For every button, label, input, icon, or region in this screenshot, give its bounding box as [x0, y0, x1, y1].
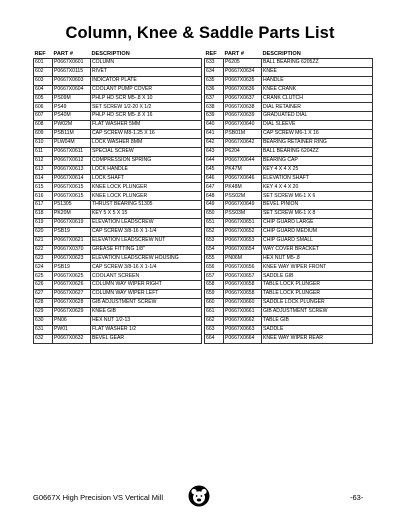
description-cell: COLUMN: [91, 59, 202, 68]
description-cell: ELEVATION LEADSCREW NUT: [91, 236, 202, 245]
description-cell: SADDLE: [262, 325, 373, 334]
ref-cell: 601: [34, 59, 53, 68]
ref-cell: 658: [205, 281, 224, 290]
description-cell: BALL BEARING 6205ZZ: [262, 59, 373, 68]
table-row: [205, 59, 373, 68]
ref-cell: 652: [205, 227, 224, 236]
description-cell: TABLE LOCK PLUNGER: [262, 281, 373, 290]
ref-cell: 635: [205, 76, 224, 85]
part-number-cell: PLW04M: [53, 139, 91, 148]
part-number-cell: P0667X0649: [224, 201, 262, 210]
table-row: [34, 139, 202, 148]
ref-cell: 644: [205, 156, 224, 165]
part-number-cell: P0667X0660: [224, 299, 262, 308]
part-number-cell: P0667X0663: [224, 325, 262, 334]
part-number-cell: P0667X0625: [53, 272, 91, 281]
table-row: [34, 112, 202, 121]
description-cell: BEARING RETAINER RING: [262, 139, 373, 148]
table-row: [34, 201, 202, 210]
description-cell: COOLANT SCREEN: [91, 272, 202, 281]
table-header-row: [205, 50, 373, 59]
part-number-cell: P0667X0661: [224, 307, 262, 316]
table-row: [205, 254, 373, 263]
table-row: [34, 334, 202, 343]
part-number-cell: PSS02M: [224, 192, 262, 201]
part-number-cell: P0667X0604: [53, 85, 91, 94]
ref-cell: 654: [205, 245, 224, 254]
table-row: [205, 227, 373, 236]
part-number-cell: PS49: [53, 103, 91, 112]
part-number-cell: P0667X0626: [53, 281, 91, 290]
part-number-cell: PK47M: [224, 165, 262, 174]
description-cell: COLUMN WAY WIPER LEFT: [91, 290, 202, 299]
description-cell: CHIP GUARD MEDIUM: [262, 227, 373, 236]
description-cell: KNEE CRANK: [262, 85, 373, 94]
ref-cell: 615: [34, 183, 53, 192]
table-row: [34, 281, 202, 290]
part-number-cell: P0667X0629: [53, 307, 91, 316]
ref-cell: 612: [34, 156, 53, 165]
table-row: [205, 67, 373, 76]
description-cell: KNEE LOCK PLUNGER: [91, 192, 202, 201]
ref-cell: 648: [205, 192, 224, 201]
description-cell: HEX NUT M5-.8: [262, 254, 373, 263]
table-row: [205, 147, 373, 156]
table-row: [205, 165, 373, 174]
table-row: [205, 263, 373, 272]
description-cell: COLUMN WAY WIPER RIGHT: [91, 281, 202, 290]
ref-cell: 618: [34, 210, 53, 219]
description-cell: CRANK CLUTCH: [262, 94, 373, 103]
part-number-cell: P0667X0615: [53, 192, 91, 201]
table-row: [34, 254, 202, 263]
description-cell: KNEE WAY WIPER REAR: [262, 334, 373, 343]
table-row: [205, 325, 373, 334]
ref-cell: 606: [34, 103, 53, 112]
description-cell: ELEVATION SHAFT: [262, 174, 373, 183]
part-number-cell: P0667X0662: [224, 316, 262, 325]
part-number-cell: P0667X0651: [224, 219, 262, 228]
description-cell: HANDLE: [262, 76, 373, 85]
description-cell: PHLP HD SCR M5-.8 X 16: [91, 112, 202, 121]
part-number-cell: PSS03M: [224, 210, 262, 219]
ref-cell: 614: [34, 174, 53, 183]
description-cell: KNEE LOCK PLUNGER: [91, 183, 202, 192]
part-number-cell: P0667X0652: [224, 227, 262, 236]
description-cell: GRADUATED DIAL: [262, 112, 373, 121]
ref-cell: 653: [205, 236, 224, 245]
description-cell: KNEE WAY WIPER FRONT: [262, 263, 373, 272]
ref-header: REF: [205, 51, 217, 57]
table-row: [34, 290, 202, 299]
description-cell: CAP SCREW 3/8-16 X 1-1/4: [91, 263, 202, 272]
description-cell: COMPRESSION SPRING: [91, 156, 202, 165]
part-number-cell: P0667X0632: [53, 334, 91, 343]
part-header: PART #: [224, 51, 244, 57]
part-number-cell: P0667X0638: [224, 103, 262, 112]
ref-cell: 645: [205, 165, 224, 174]
part-number-cell: P0667X0639: [224, 112, 262, 121]
part-number-cell: PW02M: [53, 121, 91, 130]
ref-cell: 656: [205, 263, 224, 272]
ref-cell: 636: [205, 85, 224, 94]
description-cell: SPECIAL SCREW: [91, 147, 202, 156]
ref-cell: 631: [34, 325, 53, 334]
description-cell: CAP SCREW 3/8-16 X 1-1/4: [91, 227, 202, 236]
description-cell: TABLE LOCK PLUNGER: [262, 290, 373, 299]
part-number-cell: P0667X0640: [224, 121, 262, 130]
ref-cell: 610: [34, 139, 53, 148]
table-row: [34, 192, 202, 201]
part-number-cell: P0667X0115: [53, 67, 91, 76]
ref-cell: 655: [205, 254, 224, 263]
table-row: [34, 227, 202, 236]
parts-table-left: [33, 50, 202, 344]
description-cell: CHIP GUARD SMALL: [262, 236, 373, 245]
table-header-row: [34, 50, 202, 59]
ref-cell: 630: [34, 316, 53, 325]
table-row: [205, 121, 373, 130]
description-cell: BEVEL GEAR: [91, 334, 202, 343]
ref-cell: 607: [34, 112, 53, 121]
ref-header: REF: [34, 51, 46, 57]
description-cell: GREASE FITTING 1/8": [91, 245, 202, 254]
part-number-cell: P0667X0603: [53, 76, 91, 85]
table-row: [34, 156, 202, 165]
table-row: [34, 245, 202, 254]
table-row: [34, 130, 202, 139]
description-cell: KEY 4 X 4 X 25: [262, 165, 373, 174]
part-number-cell: PSB19: [53, 263, 91, 272]
table-row: [205, 112, 373, 121]
part-number-cell: P0667X0636: [224, 85, 262, 94]
table-row: [205, 183, 373, 192]
ref-cell: 628: [34, 299, 53, 308]
part-number-cell: PW01: [53, 325, 91, 334]
ref-cell: 642: [205, 139, 224, 148]
ref-cell: 629: [34, 307, 53, 316]
table-row: [34, 316, 202, 325]
table-row: [34, 174, 202, 183]
ref-cell: 640: [205, 121, 224, 130]
description-cell: TABLE GIB: [262, 316, 373, 325]
part-number-cell: P0667X0612: [53, 156, 91, 165]
ref-cell: 647: [205, 183, 224, 192]
description-cell: DIAL SLEEVE: [262, 121, 373, 130]
table-row: [34, 299, 202, 308]
table-row: [205, 272, 373, 281]
table-row: [34, 263, 202, 272]
ref-cell: 646: [205, 174, 224, 183]
table-row: [205, 299, 373, 308]
description-cell: LOCK HANDLE: [91, 165, 202, 174]
part-number-cell: PSB11M: [53, 130, 91, 139]
description-cell: CAP SCREW M6-1 X 16: [262, 130, 373, 139]
part-number-cell: P0667X0658: [224, 281, 262, 290]
table-row: [34, 121, 202, 130]
description-cell: LOCK SHAFT: [91, 174, 202, 183]
bear-logo-icon: [188, 485, 210, 507]
table-row: [34, 325, 202, 334]
description-cell: INDICATOR PLATE: [91, 76, 202, 85]
page-title: Column, Knee & Saddle Parts List: [65, 24, 335, 42]
description-cell: ELEVATION LEADSCREW HOUSING: [91, 254, 202, 263]
ref-cell: 620: [34, 227, 53, 236]
ref-cell: 617: [34, 201, 53, 210]
part-number-cell: P0667X0635: [224, 76, 262, 85]
table-row: [34, 210, 202, 219]
parts-table-left-body: [34, 59, 202, 344]
part-number-cell: P0667X0601: [53, 59, 91, 68]
part-number-cell: P0667X0642: [224, 139, 262, 148]
ref-cell: 659: [205, 290, 224, 299]
part-number-cell: P0667X0653: [224, 236, 262, 245]
part-number-cell: P0667X0627: [53, 290, 91, 299]
description-cell: PHLP HD SCR M5-.8 X 10: [91, 94, 202, 103]
table-row: [34, 67, 202, 76]
part-number-cell: P0667X0623: [53, 254, 91, 263]
description-cell: SADDLE GIB: [262, 272, 373, 281]
ref-cell: 619: [34, 219, 53, 228]
ref-cell: 613: [34, 165, 53, 174]
part-number-cell: PS09M: [53, 94, 91, 103]
table-row: [205, 210, 373, 219]
part-number-cell: P0667X0657: [224, 272, 262, 281]
ref-cell: 634: [205, 67, 224, 76]
description-cell: ELEVATION LEADSCREW: [91, 219, 202, 228]
table-row: [34, 94, 202, 103]
description-cell: GIB ADJUSTMENT SCREW: [262, 307, 373, 316]
description-cell: DIAL RETAINER: [262, 103, 373, 112]
table-row: [205, 192, 373, 201]
ref-cell: 605: [34, 94, 53, 103]
part-number-cell: PK48M: [224, 183, 262, 192]
parts-table-right-body: [205, 59, 373, 344]
part-number-cell: P51305: [53, 201, 91, 210]
part-number-cell: PSB19: [53, 227, 91, 236]
ref-cell: 632: [34, 334, 53, 343]
part-number-cell: P0667X0628: [53, 299, 91, 308]
description-cell: SET SCREW 1/2-20 X 1/2: [91, 103, 202, 112]
part-number-cell: PSB01M: [224, 130, 262, 139]
ref-cell: 638: [205, 103, 224, 112]
ref-cell: 637: [205, 94, 224, 103]
ref-cell: 603: [34, 76, 53, 85]
table-row: [34, 103, 202, 112]
ref-cell: 608: [34, 121, 53, 130]
part-number-cell: PN06M: [224, 254, 262, 263]
ref-cell: 624: [34, 263, 53, 272]
description-cell: THRUST BEARING 51305: [91, 201, 202, 210]
part-header: PART #: [53, 51, 73, 57]
part-number-cell: P0667X0654: [224, 245, 262, 254]
table-row: [34, 85, 202, 94]
ref-cell: 650: [205, 210, 224, 219]
description-cell: COOLANT PUMP COVER: [91, 85, 202, 94]
part-number-cell: P0667X0613: [53, 165, 91, 174]
table-row: [205, 307, 373, 316]
part-number-cell: P0667X0621: [53, 236, 91, 245]
table-row: [205, 103, 373, 112]
table-row: [205, 174, 373, 183]
table-row: [205, 201, 373, 210]
description-cell: KNEE GIB: [91, 307, 202, 316]
part-number-cell: P0667X0619: [53, 219, 91, 228]
part-number-cell: P0667X0611: [53, 147, 91, 156]
description-cell: BALL BEARING 6204ZZ: [262, 147, 373, 156]
description-header: DESCRIPTION: [262, 51, 301, 57]
parts-table-right: [204, 50, 373, 344]
table-row: [205, 219, 373, 228]
part-number-cell: P0667X0644: [224, 156, 262, 165]
table-row: [34, 147, 202, 156]
description-cell: SET SCREW M6-1 X 6: [262, 192, 373, 201]
ref-cell: 651: [205, 219, 224, 228]
table-row: [34, 165, 202, 174]
table-row: [205, 281, 373, 290]
part-number-cell: P6205: [224, 59, 262, 68]
ref-cell: 621: [34, 236, 53, 245]
part-number-cell: P0667X0637: [224, 94, 262, 103]
table-row: [205, 130, 373, 139]
description-cell: GIB ADJUSTMENT SCREW: [91, 299, 202, 308]
part-number-cell: P0667X0646: [224, 174, 262, 183]
ref-cell: 627: [34, 290, 53, 299]
table-row: [34, 219, 202, 228]
description-cell: FLAT WASHER 5MM: [91, 121, 202, 130]
description-cell: BEVEL PINION: [262, 201, 373, 210]
part-number-cell: P6204: [224, 147, 262, 156]
description-cell: WAY COVER BRACKET: [262, 245, 373, 254]
description-cell: CHIP GUARD LARGE: [262, 219, 373, 228]
ref-cell: 643: [205, 147, 224, 156]
part-number-cell: P0667X0664: [224, 334, 262, 343]
ref-cell: 604: [34, 85, 53, 94]
part-number-cell: P0667X0634: [224, 67, 262, 76]
ref-cell: 622: [34, 245, 53, 254]
description-cell: KNEE: [262, 67, 373, 76]
ref-cell: 611: [34, 147, 53, 156]
part-number-cell: PK20M: [53, 210, 91, 219]
table-row: [205, 290, 373, 299]
table-row: [205, 236, 373, 245]
table-row: [34, 59, 202, 68]
description-cell: KEY 4 X 4 X 20: [262, 183, 373, 192]
ref-cell: 664: [205, 334, 224, 343]
part-number-cell: PN06: [53, 316, 91, 325]
footer-model-name: G0667X High Precision VS Vertical Mill: [33, 493, 164, 502]
table-row: [34, 307, 202, 316]
description-cell: HEX NUT 1/2-13: [91, 316, 202, 325]
part-number-cell: P0667X0656: [224, 263, 262, 272]
description-cell: LOCK WASHER 8MM: [91, 139, 202, 148]
ref-cell: 641: [205, 130, 224, 139]
description-cell: BEARING CAP: [262, 156, 373, 165]
table-row: [34, 236, 202, 245]
description-cell: CAP SCREW M8-1.25 X 16: [91, 130, 202, 139]
description-cell: SET SCREW M6-1 X 8: [262, 210, 373, 219]
ref-cell: 626: [34, 281, 53, 290]
table-row: [205, 94, 373, 103]
ref-cell: 633: [205, 59, 224, 68]
part-number-cell: P0667X0370: [53, 245, 91, 254]
ref-cell: 657: [205, 272, 224, 281]
table-row: [205, 156, 373, 165]
description-cell: RIVET: [91, 67, 202, 76]
ref-cell: 662: [205, 316, 224, 325]
ref-cell: 660: [205, 299, 224, 308]
description-cell: SADDLE LOCK PLUNGER: [262, 299, 373, 308]
description-header: DESCRIPTION: [91, 51, 130, 57]
table-row: [205, 245, 373, 254]
ref-cell: 661: [205, 307, 224, 316]
ref-cell: 625: [34, 272, 53, 281]
description-cell: KEY 5 X 5 X 15: [91, 210, 202, 219]
part-number-cell: PS40M: [53, 112, 91, 121]
ref-cell: 663: [205, 325, 224, 334]
ref-cell: 623: [34, 254, 53, 263]
table-row: [34, 76, 202, 85]
table-row: [34, 272, 202, 281]
table-row: [205, 139, 373, 148]
table-row: [205, 316, 373, 325]
table-row: [205, 76, 373, 85]
part-number-cell: P0667X0614: [53, 174, 91, 183]
table-row: [34, 183, 202, 192]
page-number: -63-: [350, 493, 364, 502]
table-row: [205, 334, 373, 343]
description-cell: FLAT WASHER 1/2: [91, 325, 202, 334]
ref-cell: 609: [34, 130, 53, 139]
ref-cell: 602: [34, 67, 53, 76]
part-number-cell: P0667X0615: [53, 183, 91, 192]
ref-cell: 616: [34, 192, 53, 201]
ref-cell: 649: [205, 201, 224, 210]
ref-cell: 639: [205, 112, 224, 121]
table-row: [205, 85, 373, 94]
part-number-cell: P0667X0658: [224, 290, 262, 299]
